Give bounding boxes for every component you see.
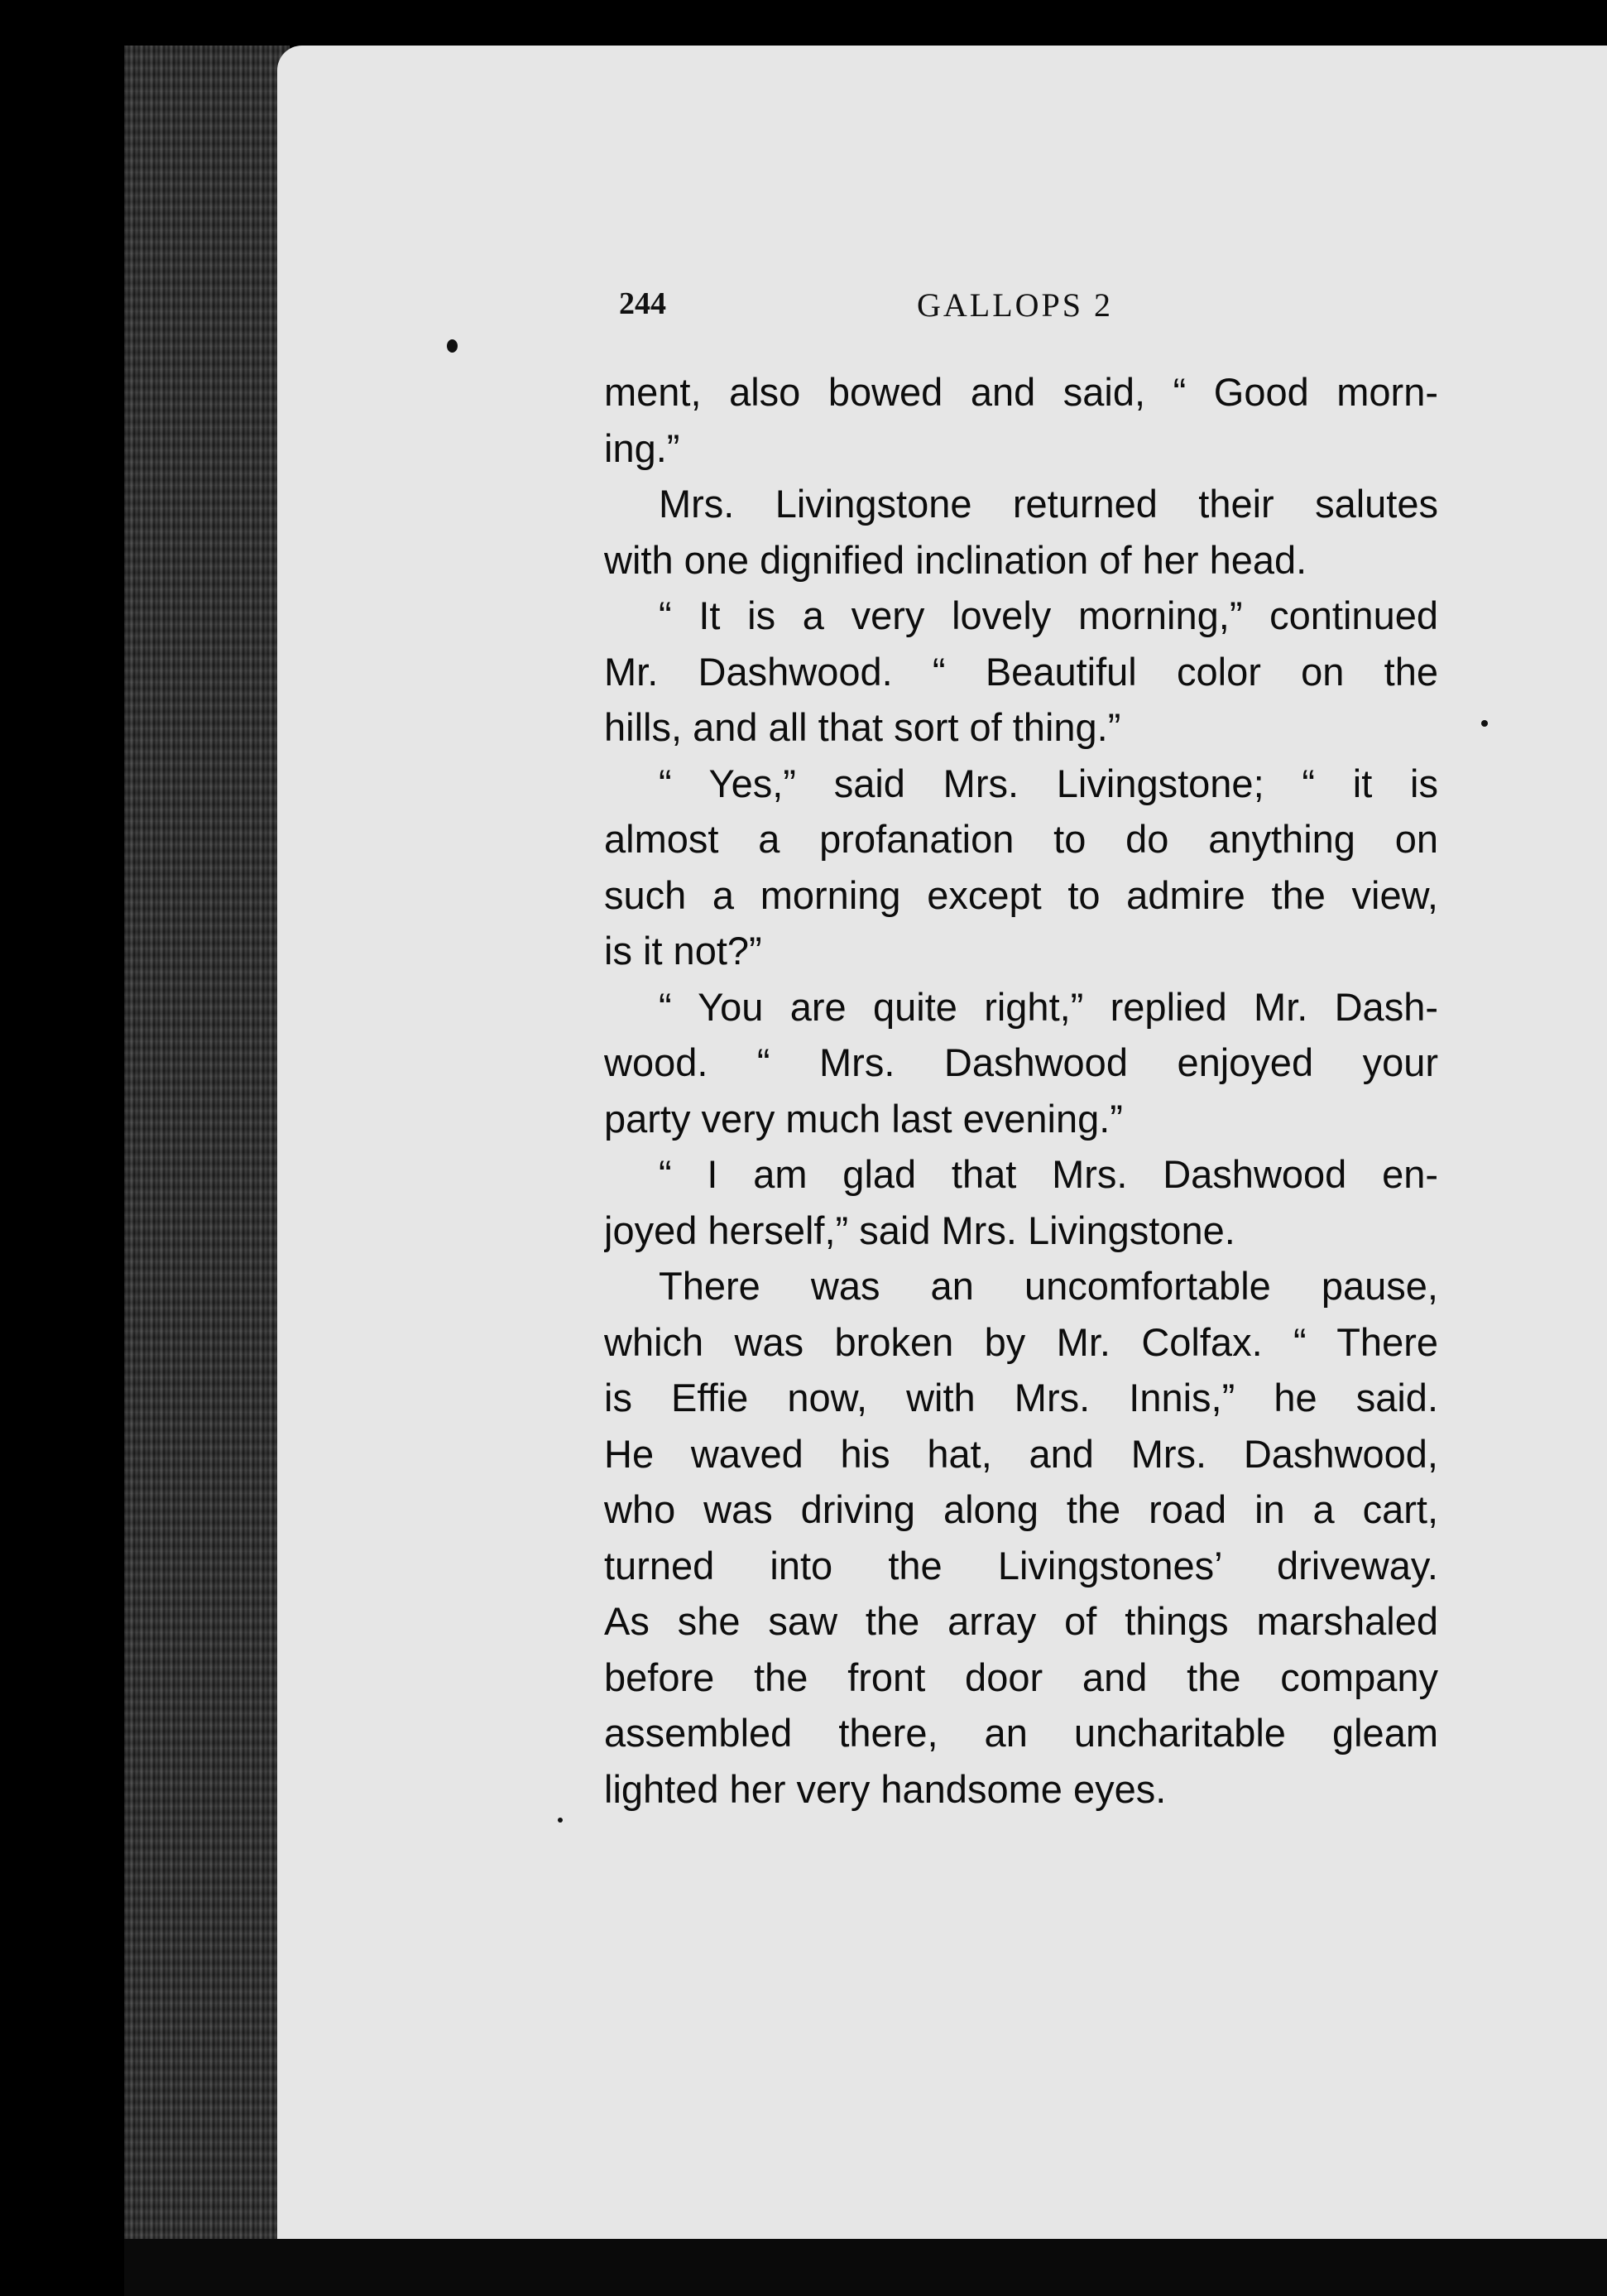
text-line: Mrs. Livingstone returned their salutes [659,482,1438,526]
text-line: “ You are quite right,” replied Mr. Dash- [659,984,1438,1029]
body-text [604,364,1438,1817]
text-line: As she saw the array of things marshaled [604,1599,1438,1643]
text-line: who was driving along the road in a cart, [604,1487,1438,1531]
text-line: hills, and all that sort of thing.” [604,705,1121,749]
text-line: with one dignified inclination of her head. [604,537,1307,582]
scan-bottom-border [124,2239,1607,2296]
page-number: 244 [619,286,666,321]
book-page-edges [124,46,290,2247]
text-line: “ It is a very lovely morning,” continued [659,593,1438,637]
text-line: lighted her very handsome eyes. [604,1766,1167,1811]
running-head [619,286,1149,335]
text-line: is it not?” [604,929,762,973]
text-line: joyed herself,” said Mrs. Livingstone. [604,1208,1235,1252]
running-title: GALLOPS 2 [917,286,1114,324]
text-line: party very much last evening.” [604,1096,1123,1141]
text-line: ing.” [604,425,680,470]
text-line: wood. “ Mrs. Dashwood enjoyed your [604,1040,1438,1084]
text-line: such a morning except to admire the view, [604,872,1438,917]
text-line: turned into the Livingstones’ driveway. [604,1543,1438,1588]
text-line: Mr. Dashwood. “ Beautiful color on the [604,649,1438,694]
ink-speck [558,1818,563,1823]
text-line: “ Yes,” said Mrs. Livingstone; “ it is [659,761,1438,805]
ink-speck [1481,720,1488,727]
text-line: assembled there, an uncharitable gleam [604,1711,1438,1755]
text-line: before the front door and the company [604,1655,1438,1699]
text-line: There was an uncomfortable pause, [659,1264,1438,1308]
ink-speck [447,339,458,353]
text-line: which was broken by Mr. Colfax. “ There [604,1319,1438,1364]
text-line: He waved his hat, and Mrs. Dashwood, [604,1431,1438,1476]
text-line: almost a profanation to do anything on [604,817,1438,861]
text-line: “ I am glad that Mrs. Dashwood en- [659,1152,1438,1196]
text-line: is Effie now, with Mrs. Innis,” he said. [604,1376,1438,1419]
text-line: ment, also bowed and said, “ Good morn- [604,370,1438,414]
